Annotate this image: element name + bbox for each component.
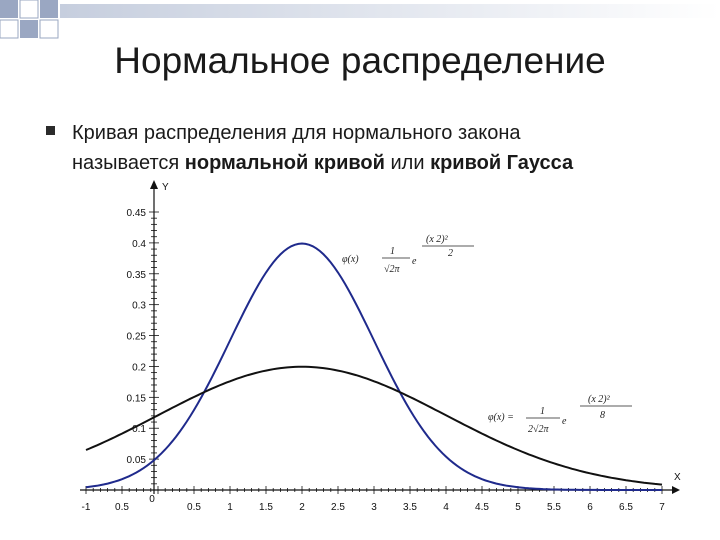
x-tick-label: 6.5 — [619, 502, 633, 513]
formula2-e: e — [562, 416, 567, 427]
y-tick-label: 0.15 — [126, 393, 146, 405]
formula2-exp-den: 8 — [600, 410, 605, 421]
y-tick-label: 0.45 — [126, 208, 146, 219]
formula-sigma-2 — [488, 394, 632, 435]
x-tick-label: 7 — [659, 502, 665, 513]
decor-square-5 — [40, 0, 58, 18]
formula1-exp-den: 2 — [448, 248, 453, 259]
normal-distribution-chart — [70, 176, 690, 520]
x-tick-label: 0.5 — [187, 502, 201, 513]
slide-title: Нормальное распределение — [114, 40, 606, 81]
decor-square-3 — [0, 20, 18, 38]
y-tick-label: 0.35 — [126, 269, 146, 281]
decor-square-4 — [20, 20, 38, 38]
y-tick-label: 0.2 — [132, 362, 146, 374]
bullet-line-1: Кривая распределения для нормального закона — [72, 122, 521, 144]
x-axis-label: X — [674, 472, 681, 483]
y-axis-arrow — [150, 180, 158, 189]
bullet-square-icon — [46, 126, 55, 135]
bullet-line-2-mid: или — [384, 152, 431, 174]
decor-square-1 — [0, 0, 18, 18]
formula2-frac-den: 2√2π — [528, 424, 549, 435]
y-tick-label: 0.1 — [132, 424, 146, 436]
bullet-text — [72, 118, 712, 178]
formula2-exp-num: (x 2)² — [588, 394, 610, 405]
x-tick-label: 4.5 — [475, 502, 489, 513]
y-tick-label: 0.3 — [132, 300, 146, 312]
y-tick-label: 0.25 — [126, 331, 146, 343]
decor-square-2 — [20, 0, 38, 18]
x-tick-label: 2.5 — [331, 502, 345, 513]
x-tick-label: 5.5 — [547, 502, 561, 513]
bullet-line-2-pre: называется — [72, 152, 185, 174]
y-axis-label: Y — [162, 182, 169, 193]
x-tick-label: 2 — [299, 502, 305, 513]
decor-band — [60, 4, 720, 18]
corner-decoration — [0, 0, 720, 40]
series-line-2 — [86, 367, 662, 485]
x-tick-label: 1.5 — [259, 502, 273, 513]
formula1-frac-den: √2π — [384, 264, 400, 275]
term-normal-curve: нормальной кривой — [184, 152, 385, 174]
x-tick-label: 6 — [587, 502, 593, 513]
formula2-frac-num: 1 — [540, 406, 545, 417]
x-tick-label: -1 — [81, 502, 91, 513]
y-tick-label: 0.05 — [126, 455, 146, 467]
decor-square-6 — [40, 20, 58, 38]
formula-sigma-1 — [342, 234, 474, 275]
x-axis-arrow — [672, 486, 680, 494]
term-gauss-curve: кривой Гаусса — [430, 152, 574, 174]
x-tick-label: 4 — [443, 502, 449, 513]
series-line-1 — [86, 244, 662, 491]
formula1-exp-num: (x 2)² — [426, 234, 448, 245]
formula2-phi: φ(x) = — [488, 412, 514, 423]
x-tick-label: 0.5 — [115, 502, 129, 513]
x-tick-label: 5 — [515, 502, 521, 513]
x-tick-label: 3 — [371, 502, 377, 513]
formula1-frac-num: 1 — [390, 246, 395, 257]
y-tick-label: 0.4 — [132, 238, 146, 250]
origin-label: 0 — [149, 494, 155, 505]
x-tick-label: 1 — [227, 502, 233, 513]
x-tick-label: 3.5 — [403, 502, 417, 513]
formula1-phi: φ(x) — [342, 254, 359, 265]
formula1-e: e — [412, 256, 417, 267]
